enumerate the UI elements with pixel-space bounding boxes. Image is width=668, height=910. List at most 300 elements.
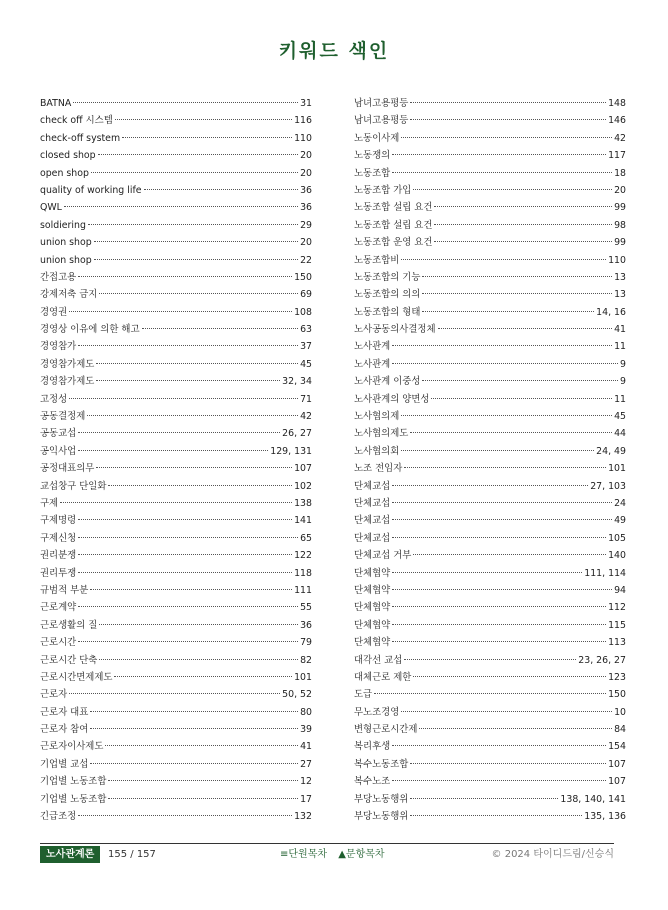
index-entry[interactable] <box>354 704 626 721</box>
index-page-ref[interactable]: 18 <box>614 167 626 179</box>
index-term: union shop <box>40 254 92 266</box>
index-page-ref[interactable]: 45 <box>300 358 312 370</box>
index-page-ref[interactable]: 148 <box>608 98 626 109</box>
index-page-ref[interactable]: 146 <box>608 115 626 127</box>
index-page-ref[interactable]: 105 <box>608 532 626 544</box>
index-entry[interactable] <box>40 269 312 286</box>
index-page-ref[interactable]: 107 <box>294 463 312 475</box>
index-term: 경영참가제도 <box>40 376 95 388</box>
index-page-ref[interactable]: 26, 27 <box>282 428 312 440</box>
index-entry[interactable] <box>354 495 626 512</box>
index-entry[interactable] <box>354 512 626 529</box>
footer-nav <box>280 846 393 863</box>
index-page-ref[interactable]: 13 <box>614 289 626 301</box>
index-entry[interactable] <box>354 147 626 164</box>
index-page-ref[interactable]: 17 <box>300 793 312 805</box>
index-entry[interactable] <box>354 338 626 355</box>
index-page-ref[interactable]: 41 <box>614 324 626 336</box>
index-term: 노사공동의사결정체 <box>354 324 436 336</box>
index-term: 권리투쟁 <box>40 567 77 579</box>
leader-dots <box>142 328 299 329</box>
index-term: 대각선 교섭 <box>354 654 403 666</box>
leader-dots <box>78 432 280 433</box>
leader-dots <box>60 502 292 503</box>
leader-dots <box>91 172 298 173</box>
index-entry[interactable] <box>40 147 312 164</box>
leader-dots <box>114 676 292 677</box>
index-entry[interactable] <box>40 460 312 477</box>
index-term: BATNA <box>40 98 72 109</box>
leader-dots <box>422 276 612 277</box>
index-entry[interactable] <box>354 773 626 790</box>
index-entry[interactable] <box>40 686 312 703</box>
index-entry[interactable] <box>40 617 312 634</box>
index-term: 노동조합 <box>354 167 391 179</box>
index-page-ref[interactable]: 110 <box>608 254 626 266</box>
index-page-ref[interactable]: 9 <box>620 376 626 388</box>
index-entry[interactable] <box>354 356 626 373</box>
index-page-ref[interactable]: 154 <box>608 741 626 753</box>
index-column-left <box>40 95 312 825</box>
index-entry[interactable] <box>354 738 626 755</box>
index-entry[interactable] <box>354 634 626 651</box>
leader-dots <box>410 798 558 799</box>
leader-dots <box>78 572 292 573</box>
leader-dots <box>94 259 298 260</box>
leader-dots <box>374 693 606 694</box>
index-term: 노사관계 이중성 <box>354 376 421 388</box>
index-entry[interactable] <box>40 756 312 773</box>
index-term: 단체협약 <box>354 567 391 579</box>
index-term: 공동결정제 <box>40 411 86 423</box>
index-page-ref[interactable]: 71 <box>300 393 312 405</box>
index-page-ref[interactable]: 107 <box>608 776 626 788</box>
leader-dots <box>69 311 292 312</box>
index-entry[interactable] <box>40 721 312 738</box>
leader-dots <box>122 137 292 138</box>
index-entry[interactable] <box>40 252 312 269</box>
index-page-ref[interactable]: 101 <box>608 463 626 475</box>
index-term: 긴급조정 <box>40 811 77 823</box>
index-page-ref[interactable]: 27 <box>300 758 312 770</box>
leader-dots <box>96 363 298 364</box>
index-page-ref[interactable]: 11 <box>614 393 626 405</box>
index-entry[interactable] <box>354 95 626 112</box>
index-term: QWL <box>40 202 62 214</box>
index-page-ref[interactable]: 94 <box>614 584 626 596</box>
index-page-ref[interactable]: 115 <box>608 619 626 631</box>
index-entry[interactable] <box>40 165 312 182</box>
leader-dots <box>78 641 298 642</box>
leader-dots <box>438 328 613 329</box>
index-entry[interactable] <box>354 617 626 634</box>
index-entry[interactable] <box>354 408 626 425</box>
leader-dots <box>392 624 606 625</box>
index-page-ref[interactable]: 20 <box>300 167 312 179</box>
index-entry[interactable] <box>40 304 312 321</box>
index-page-ref[interactable]: 118 <box>294 567 312 579</box>
index-entry[interactable] <box>40 669 312 686</box>
index-page-ref[interactable]: 20 <box>614 184 626 196</box>
index-term: union shop <box>40 237 92 249</box>
leader-dots <box>401 415 612 416</box>
index-term: 노사관계 <box>354 358 391 370</box>
index-entry[interactable] <box>40 286 312 303</box>
index-term: 단체협약 <box>354 602 391 614</box>
index-term: 단체협약 <box>354 619 391 631</box>
index-entry[interactable] <box>40 547 312 564</box>
index-entry[interactable] <box>354 130 626 147</box>
index-page-ref[interactable]: 82 <box>300 654 312 666</box>
index-page-ref[interactable]: 41 <box>300 741 312 753</box>
index-page-ref[interactable]: 69 <box>300 289 312 301</box>
index-page-ref[interactable]: 22 <box>300 254 312 266</box>
index-page-ref[interactable]: 117 <box>608 150 626 162</box>
leader-dots <box>108 798 298 799</box>
leader-dots <box>401 137 612 138</box>
index-term: 근로시간 단축 <box>40 654 98 666</box>
book-title: 노사관계론 <box>40 846 100 863</box>
leader-dots <box>392 519 612 520</box>
index-term: 근로자이사제도 <box>40 741 104 753</box>
leader-dots <box>108 780 298 781</box>
index-page-ref[interactable]: 65 <box>300 532 312 544</box>
index-entry[interactable] <box>40 112 312 129</box>
index-page-ref[interactable]: 36 <box>300 619 312 631</box>
index-term: 노동조합비 <box>354 254 400 266</box>
index-term: 노동조합 설립 요건 <box>354 202 433 214</box>
index-page-ref[interactable]: 98 <box>614 219 626 231</box>
index-entry[interactable] <box>40 791 312 808</box>
leader-dots <box>404 659 576 660</box>
index-entry[interactable] <box>354 199 626 216</box>
footer-divider <box>40 843 614 844</box>
index-entry[interactable] <box>40 391 312 408</box>
index-page-ref[interactable]: 55 <box>300 602 312 614</box>
leader-dots <box>73 102 298 103</box>
copyright: © 2024 타이디드림/신승식 <box>491 849 614 860</box>
index-page-ref[interactable]: 29 <box>300 219 312 231</box>
index-term: 노사관계 <box>354 341 391 353</box>
index-entry[interactable] <box>354 321 626 338</box>
index-term: 단체교섭 <box>354 497 391 509</box>
index-page-ref[interactable]: 24 <box>614 497 626 509</box>
index-term: 규범적 부분 <box>40 584 89 596</box>
index-term: 고정성 <box>40 393 68 405</box>
index-page-ref[interactable]: 36 <box>300 184 312 196</box>
question-toc-link[interactable]: ▲문항목차 <box>338 849 385 860</box>
index-entry[interactable] <box>354 565 626 582</box>
index-term: open shop <box>40 167 89 179</box>
index-term: 근로생활의 질 <box>40 619 98 631</box>
index-page-ref[interactable]: 99 <box>614 237 626 249</box>
index-entry[interactable] <box>40 478 312 495</box>
index-entry[interactable] <box>40 425 312 442</box>
index-entry[interactable] <box>354 599 626 616</box>
leader-dots <box>78 554 292 555</box>
leader-dots <box>392 172 612 173</box>
leader-dots <box>392 641 606 642</box>
index-page-ref[interactable]: 80 <box>300 706 312 718</box>
index-entry[interactable] <box>40 565 312 582</box>
index-term: 노동쟁의 <box>354 150 391 162</box>
index-page-ref[interactable]: 20 <box>300 237 312 249</box>
leader-dots <box>422 311 594 312</box>
index-term: 노동조합의 형태 <box>354 306 421 318</box>
index-entry[interactable] <box>354 425 626 442</box>
index-entry[interactable] <box>354 652 626 669</box>
leader-dots <box>105 745 298 746</box>
index-entry[interactable] <box>354 252 626 269</box>
leader-dots <box>392 589 612 590</box>
index-page-ref[interactable]: 101 <box>294 671 312 683</box>
index-entry[interactable] <box>354 530 626 547</box>
index-term: 복수노동조합 <box>354 758 409 770</box>
index-entry[interactable] <box>40 773 312 790</box>
index-page-ref[interactable]: 42 <box>300 411 312 423</box>
index-page-ref[interactable]: 24, 49 <box>596 445 626 457</box>
index-term: 권리분쟁 <box>40 550 77 562</box>
index-page-ref[interactable]: 23, 26, 27 <box>578 654 626 666</box>
leader-dots <box>98 154 298 155</box>
index-term: 공정대표의무 <box>40 463 95 475</box>
index-page-ref[interactable]: 102 <box>294 480 312 492</box>
leader-dots <box>422 380 618 381</box>
index-page-ref[interactable]: 13 <box>614 271 626 283</box>
index-page-ref[interactable]: 141 <box>294 515 312 527</box>
index-term: 노동조합 가입 <box>354 184 412 196</box>
index-page-ref[interactable]: 122 <box>294 550 312 562</box>
index-page-ref[interactable]: 135, 136 <box>584 811 626 823</box>
index-term: 경영참가제도 <box>40 358 95 370</box>
index-entry[interactable] <box>354 286 626 303</box>
index-page-ref[interactable]: 150 <box>294 271 312 283</box>
index-entry[interactable] <box>354 443 626 460</box>
footer <box>40 846 614 864</box>
index-page-ref[interactable]: 31 <box>300 98 312 109</box>
index-page-ref[interactable]: 113 <box>608 637 626 649</box>
index-term: 도급 <box>354 689 373 701</box>
unit-toc-link[interactable]: ≡단원목차 <box>280 849 328 860</box>
index-term: 구제신청 <box>40 532 77 544</box>
index-page-ref[interactable]: 37 <box>300 341 312 353</box>
index-entry[interactable] <box>40 408 312 425</box>
leader-dots <box>422 293 612 294</box>
index-entry[interactable] <box>40 321 312 338</box>
index-term: 근로시간면제제도 <box>40 671 113 683</box>
index-entry[interactable] <box>40 530 312 547</box>
index-term: 근로자 대표 <box>40 706 89 718</box>
leader-dots <box>413 676 606 677</box>
index-entry[interactable] <box>354 234 626 251</box>
leader-dots <box>434 224 612 225</box>
index-page-ref[interactable]: 14, 16 <box>596 306 626 318</box>
index-term: 경영참가 <box>40 341 77 353</box>
index-entry[interactable] <box>40 738 312 755</box>
index-term: 무노조경영 <box>354 706 400 718</box>
index-term: 노동조합의 기능 <box>354 271 421 283</box>
leader-dots <box>78 537 298 538</box>
index-page-ref[interactable]: 27, 103 <box>590 480 626 492</box>
index-term: 남녀고용평등 <box>354 98 409 109</box>
leader-dots <box>69 693 280 694</box>
index-entry[interactable] <box>40 652 312 669</box>
leader-dots <box>431 398 612 399</box>
index-page-ref[interactable]: 36 <box>300 202 312 214</box>
index-entry[interactable] <box>40 582 312 599</box>
leader-dots <box>88 224 298 225</box>
index-term: soldiering <box>40 219 86 231</box>
leader-dots <box>90 589 292 590</box>
index-term: check-off system <box>40 132 121 144</box>
index-entry[interactable] <box>40 808 312 825</box>
index-term: quality of working life <box>40 184 142 196</box>
index-entry[interactable] <box>40 130 312 147</box>
index-term: check off 시스템 <box>40 115 113 127</box>
leader-dots <box>99 659 298 660</box>
index-term: 노동조합 설립 요건 <box>354 219 433 231</box>
index-entry[interactable] <box>354 791 626 808</box>
index-entry[interactable] <box>354 460 626 477</box>
leader-dots <box>96 380 280 381</box>
index-entry[interactable] <box>40 338 312 355</box>
index-page-ref[interactable]: 112 <box>608 602 626 614</box>
index-entry[interactable] <box>40 495 312 512</box>
index-page-ref[interactable]: 140 <box>608 550 626 562</box>
index-term: 단체교섭 <box>354 532 391 544</box>
index-entry[interactable] <box>354 669 626 686</box>
index-entry[interactable] <box>354 391 626 408</box>
index-entry[interactable] <box>354 373 626 390</box>
index-entry[interactable] <box>354 547 626 564</box>
index-page-ref[interactable]: 79 <box>300 637 312 649</box>
leader-dots <box>78 450 268 451</box>
index-page-ref[interactable]: 45 <box>614 411 626 423</box>
index-page-ref[interactable]: 49 <box>614 515 626 527</box>
leader-dots <box>392 780 606 781</box>
index-term: 근로시간 <box>40 637 77 649</box>
index-term: 복리후생 <box>354 741 391 753</box>
index-page-ref[interactable]: 32, 34 <box>282 376 312 388</box>
index-entry[interactable] <box>40 95 312 112</box>
index-entry[interactable] <box>40 634 312 651</box>
leader-dots <box>434 206 612 207</box>
index-term: 공동교섭 <box>40 428 77 440</box>
index-entry[interactable] <box>354 182 626 199</box>
index-entry[interactable] <box>40 217 312 234</box>
leader-dots <box>401 711 612 712</box>
index-page-ref[interactable]: 129, 131 <box>270 445 312 457</box>
index-page-ref[interactable]: 42 <box>614 132 626 144</box>
index-page-ref[interactable]: 138, 140, 141 <box>560 793 626 805</box>
leader-dots <box>99 293 298 294</box>
leader-dots <box>87 415 298 416</box>
leader-dots <box>410 102 606 103</box>
index-entry[interactable] <box>40 704 312 721</box>
leader-dots <box>419 728 612 729</box>
index-entry[interactable] <box>40 199 312 216</box>
index-page-ref[interactable]: 107 <box>608 758 626 770</box>
leader-dots <box>78 519 292 520</box>
index-page-ref[interactable]: 111 <box>294 584 312 596</box>
index-page-ref[interactable]: 50, 52 <box>282 689 312 701</box>
leader-dots <box>401 450 594 451</box>
index-entry[interactable] <box>354 756 626 773</box>
index-term: 대체근로 제한 <box>354 671 412 683</box>
index-entry[interactable] <box>40 512 312 529</box>
index-entry[interactable] <box>354 165 626 182</box>
index-entry[interactable] <box>354 112 626 129</box>
index-term: 근로계약 <box>40 602 77 614</box>
index-term: closed shop <box>40 150 96 162</box>
index-page-ref[interactable]: 123 <box>608 671 626 683</box>
index-entry[interactable] <box>354 217 626 234</box>
index-entry[interactable] <box>40 182 312 199</box>
leader-dots <box>69 398 298 399</box>
leader-dots <box>392 502 612 503</box>
leader-dots <box>108 485 292 486</box>
index-term: 교섭창구 단일화 <box>40 480 107 492</box>
leader-dots <box>90 728 298 729</box>
index-entry[interactable] <box>40 599 312 616</box>
index-entry[interactable] <box>40 234 312 251</box>
index-term: 강제저축 금지 <box>40 289 98 301</box>
index-page-ref[interactable]: 9 <box>620 358 626 370</box>
index-entry[interactable] <box>40 356 312 373</box>
index-entry[interactable] <box>354 269 626 286</box>
index-term: 기업별 교섭 <box>40 758 89 770</box>
index-entry[interactable] <box>40 373 312 390</box>
index-entry[interactable] <box>354 478 626 495</box>
index-page-ref[interactable]: 138 <box>294 497 312 509</box>
leader-dots <box>392 363 618 364</box>
index-entry[interactable] <box>354 721 626 738</box>
index-entry[interactable] <box>354 304 626 321</box>
index-page-ref[interactable]: 12 <box>300 776 312 788</box>
index-page-ref[interactable]: 111, 114 <box>584 567 626 579</box>
leader-dots <box>94 241 298 242</box>
index-page-ref[interactable]: 99 <box>614 202 626 214</box>
leader-dots <box>64 206 298 207</box>
index-entry[interactable] <box>354 808 626 825</box>
index-page-ref[interactable]: 132 <box>294 811 312 823</box>
index-term: 남녀고용평등 <box>354 115 409 127</box>
index-entry[interactable] <box>354 686 626 703</box>
index-page-ref[interactable]: 10 <box>614 706 626 718</box>
leader-dots <box>78 276 292 277</box>
index-page-ref[interactable]: 150 <box>608 689 626 701</box>
index-page-ref[interactable]: 116 <box>294 115 312 127</box>
leader-dots <box>96 467 292 468</box>
index-term: 단체교섭 <box>354 480 391 492</box>
index-page-ref[interactable]: 84 <box>614 724 626 736</box>
leader-dots <box>78 345 298 346</box>
index-page-ref[interactable]: 44 <box>614 428 626 440</box>
index-term: 노사협의제도 <box>354 428 409 440</box>
leader-dots <box>392 537 606 538</box>
index-entry[interactable] <box>40 443 312 460</box>
index-page-ref[interactable]: 108 <box>294 306 312 318</box>
leader-dots <box>413 189 612 190</box>
index-entry[interactable] <box>354 582 626 599</box>
index-page-ref[interactable]: 39 <box>300 724 312 736</box>
index-page-ref[interactable]: 20 <box>300 150 312 162</box>
leader-dots <box>78 815 292 816</box>
index-page-ref[interactable]: 63 <box>300 324 312 336</box>
index-page-ref[interactable]: 110 <box>294 132 312 144</box>
index-page-ref[interactable]: 11 <box>614 341 626 353</box>
leader-dots <box>392 485 588 486</box>
